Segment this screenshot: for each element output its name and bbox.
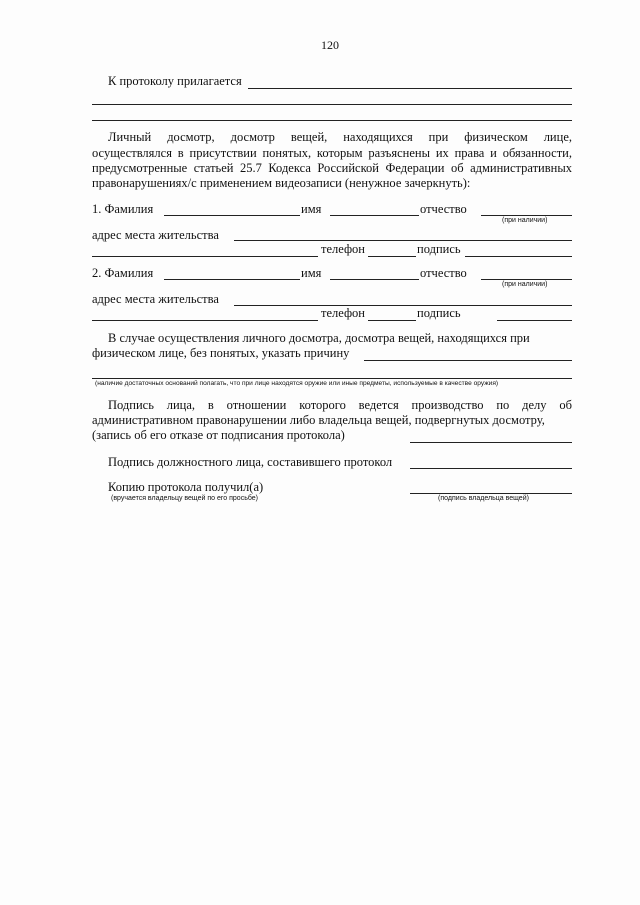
- witness2-patronymic-field[interactable]: [481, 279, 572, 280]
- witness1-phone-label: телефон: [321, 242, 365, 256]
- witness1-surname-field[interactable]: [164, 215, 300, 216]
- intro-line-4: правонарушениях/с применением видеозаписи (ненужное зачеркнуть):: [92, 176, 471, 190]
- page-number: 120: [321, 38, 339, 52]
- witness2-patronymic-label: отчество: [420, 266, 467, 280]
- witness1-address-field[interactable]: [234, 240, 572, 241]
- witness2-phone-field[interactable]: [368, 320, 416, 321]
- owner-signature-field[interactable]: [410, 493, 572, 494]
- witness2-signature-field[interactable]: [497, 320, 572, 321]
- witness2-signature-label: подпись: [417, 306, 461, 320]
- intro-line-3: предусмотренные статьей 25.7 Кодекса Российской Федерации об административных: [92, 161, 572, 175]
- witness2-address-field[interactable]: [234, 305, 572, 306]
- witness2-surname-label: 2. Фамилия: [92, 266, 154, 280]
- attachment-label: К протоколу прилагается: [108, 74, 242, 88]
- person-signature-line-3: (запись об его отказе от подписания протокола): [92, 428, 345, 442]
- witness1-surname-label: 1. Фамилия: [92, 202, 154, 216]
- attachment-line-3[interactable]: [92, 120, 572, 121]
- witness1-name-label: имя: [301, 202, 322, 216]
- witness2-phone-label: телефон: [321, 306, 365, 320]
- person-signature-line-1: Подпись лица, в отношении которого ведется производство по делу об: [108, 398, 572, 412]
- no-witness-line-2: физическом лице, без понятых, указать причину: [92, 346, 350, 360]
- no-witness-reason-field-2[interactable]: [92, 378, 572, 379]
- attachment-line-2[interactable]: [92, 104, 572, 105]
- witness2-name-field[interactable]: [330, 279, 419, 280]
- witness1-patronymic-field[interactable]: [481, 215, 572, 216]
- witness1-address-label: адрес места жительства: [92, 228, 219, 242]
- witness1-patronymic-label: отчество: [420, 202, 467, 216]
- witness2-patronymic-note: (при наличии): [502, 281, 548, 288]
- no-witness-reason-field[interactable]: [364, 360, 572, 361]
- official-signature-label: Подпись должностного лица, составившего протокол: [108, 455, 393, 469]
- witness2-name-label: имя: [301, 266, 322, 280]
- copy-received-label: Копию протокола получил(а): [108, 480, 264, 494]
- witness1-signature-field[interactable]: [465, 256, 572, 257]
- witness2-address-field-2[interactable]: [92, 320, 318, 321]
- witness1-phone-field[interactable]: [368, 256, 416, 257]
- official-signature-field[interactable]: [410, 468, 572, 469]
- person-signature-field[interactable]: [410, 442, 572, 443]
- witness2-surname-field[interactable]: [164, 279, 300, 280]
- attachment-line-1[interactable]: [248, 88, 572, 89]
- owner-signature-note: (подпись владельца вещей): [438, 495, 529, 502]
- witness2-address-label: адрес места жительства: [92, 292, 219, 306]
- witness1-signature-label: подпись: [417, 242, 461, 256]
- intro-line-2: осуществлялся в присутствии понятых, которым разъяснены их права и обязанности,: [92, 146, 572, 160]
- intro-line-1: Личный досмотр, досмотр вещей, находящихся при физическом лице,: [108, 130, 572, 144]
- person-signature-line-2: административном правонарушении либо владельца вещей, подвергнутых досмотру,: [92, 413, 545, 427]
- copy-received-note: (вручается владельцу вещей по его просьбе): [111, 495, 258, 502]
- no-witness-line-1: В случае осуществления личного досмотра, досмотра вещей, находящихся при: [108, 331, 530, 345]
- witness1-patronymic-note: (при наличии): [502, 217, 548, 224]
- witness1-name-field[interactable]: [330, 215, 419, 216]
- witness1-address-field-2[interactable]: [92, 256, 318, 257]
- no-witness-note: (наличие достаточных оснований полагать, что при лице находятся оружие или иные предметы, используемые в качестве оружия): [95, 380, 499, 387]
